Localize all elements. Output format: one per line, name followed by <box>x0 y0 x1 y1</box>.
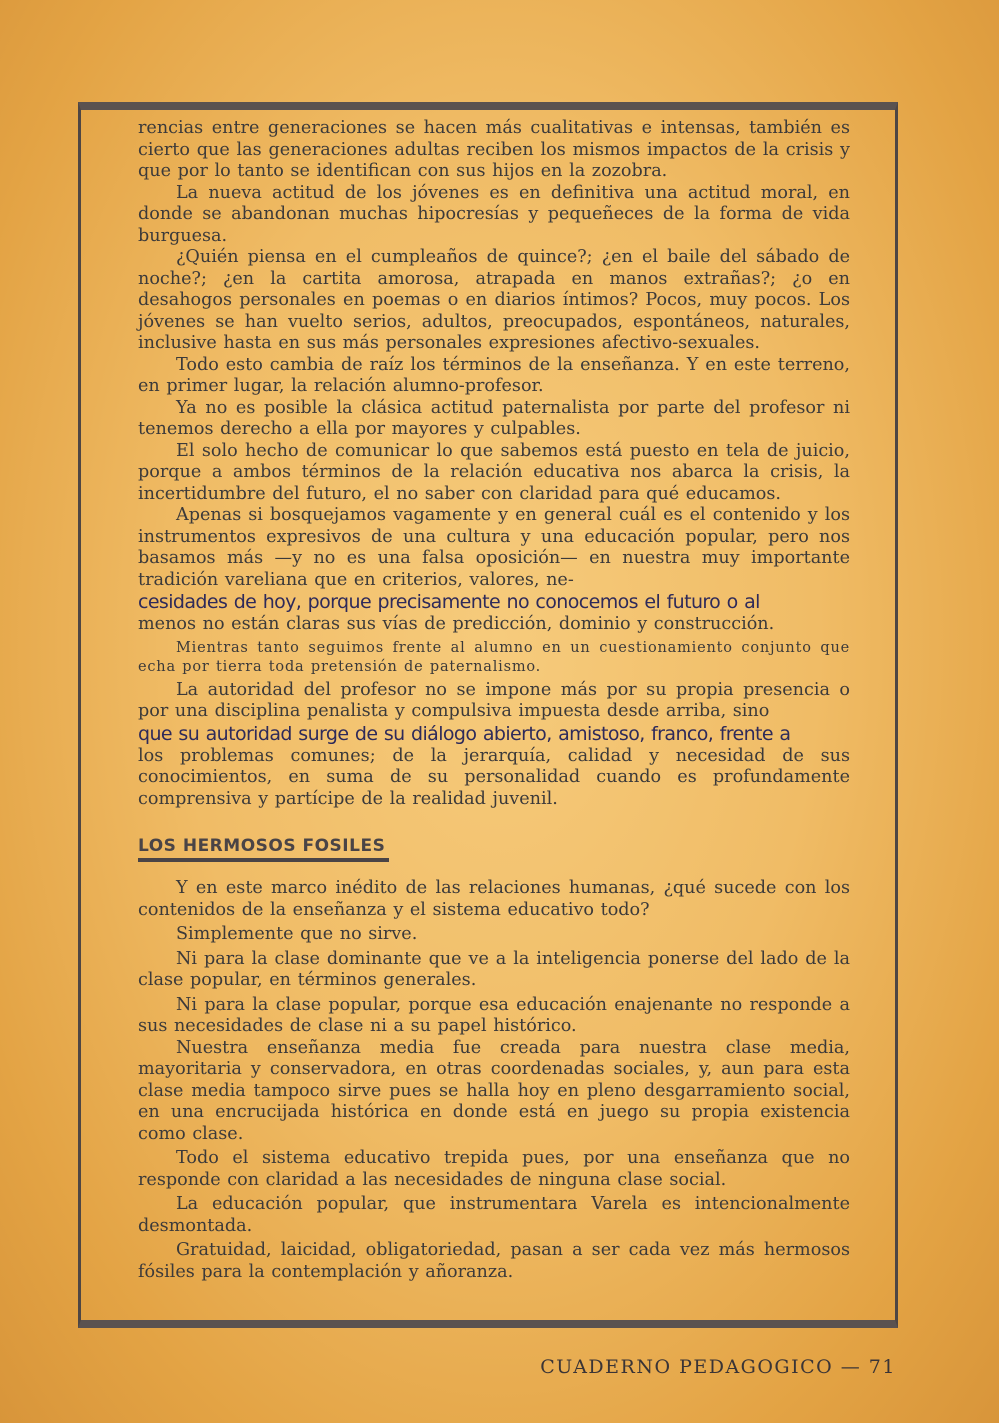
section-title: LOS HERMOSOS FOSILES <box>138 836 389 862</box>
paragraph: Simplemente que no sirve. <box>176 924 418 944</box>
paragraph: Apenas si bosquejamos vagamente y en general cuál es el contenido y los instrumentos expresivos de una cultura y una educación popular, pero nos basamos más —y no es una falsa oposición— en nuestra muy importante tradición vareliana que en criterios, valores, ne- <box>138 505 850 590</box>
paragraph: Ni para la clase popular, porque esa educación enajenante no responde a sus necesidades de clase ni a su papel histórico. <box>138 994 850 1036</box>
paragraph: Gratuidad, laicidad, obligatoriedad, pasan a ser cada vez más hermosos fósiles para la contemplación y añoranza. <box>138 1240 850 1282</box>
paragraph-small-print: Mientras tanto seguimos frente al alumno en un cuestionamiento conjunto que echa por tierra toda pretensión de paternalismo. <box>138 639 850 675</box>
paragraph: Nuestra enseñanza media fue creada para nuestra clase media, mayoritaria y conservadora, en otras coordenadas sociales, y, aun para esta clase media tampoco sirve pues se halla hoy en pleno desgarramiento social, en una encrucijada histórica en donde está en juego su propia existencia como clase. <box>138 1037 850 1144</box>
paragraph: La educación popular, que instrumentara Varela es intencionalmente desmontada. <box>138 1194 850 1236</box>
paragraph: Y en este marco inédito de las relaciones humanas, ¿qué sucede con los contenidos de la enseñanza y el sistema educativo todo? <box>138 878 850 920</box>
paragraph-condensed-line: cesidades de hoy, porque precisamente no conocemos el futuro o al <box>138 591 760 613</box>
paragraph: Ya no es posible la clásica actitud paternalista por parte del profesor ni tenemos derecho a ella por mayores y culpables. <box>138 397 850 439</box>
paragraph: Ni para la clase dominante que ve a la inteligencia ponerse del lado de la clase popular, en términos generales. <box>138 948 850 990</box>
article-body <box>138 118 850 1283</box>
paragraph: Todo el sistema educativo trepida pues, por una enseñanza que no responde con claridad a las necesidades de ninguna clase social. <box>138 1148 850 1190</box>
paragraph-continuation: rencias entre generaciones se hacen más cualitativas e intensas, también es cierto que las generaciones adultas reciben los mismos impactos de la crisis y que por lo tanto se identifican con sus hijos en la zozobra. <box>138 118 850 181</box>
paragraph: El solo hecho de comunicar lo que sabemos está puesto en tela de juicio, porque a ambos términos de la relación educativa nos abarca la crisis, la incertidumbre del futuro, el no saber con claridad para qué educamos. <box>138 440 850 504</box>
page-footer: CUADERNO PEDAGOGICO — 71 <box>540 1356 896 1378</box>
paragraph: La autoridad del profesor no se impone más por su propia presencia o por una disciplina penalista y compulsiva impuesta desde arriba, sino <box>138 679 850 721</box>
paragraph-condensed-line: que su autoridad surge de su diálogo abierto, amistoso, franco, frente a <box>138 722 791 745</box>
paragraph: La nueva actitud de los jóvenes es en definitiva una actitud moral, en donde se abandonan muchas hipocresías y pequeñeces de la forma de vida burguesa. <box>138 182 850 246</box>
paragraph: Todo esto cambia de raíz los términos de la enseñanza. Y en este terreno, en primer lugar, la relación alumno-profesor. <box>138 354 850 396</box>
paragraph: los problemas comunes; de la jerarquía, calidad y necesidad de sus conocimientos, en suma de su personalidad cuando es profundamente comprensiva y partícipe de la realidad juvenil. <box>138 745 850 809</box>
paragraph: ¿Quién piensa en el cumpleaños de quince?; ¿en el baile del sábado de noche?; ¿en la cartita amorosa, atrapada en manos extrañas?; ¿o en desahogos personales en poemas o en diarios íntimos? Pocos, muy pocos. Los jóvenes se han vuelto serios, adultos, preocupados, espontáneos, naturales, inclusive hasta en sus más personales expresiones afectivo-sexuales. <box>138 247 850 353</box>
paragraph-line: menos no están claras sus vías de predicción, dominio y construcción. <box>138 614 775 634</box>
